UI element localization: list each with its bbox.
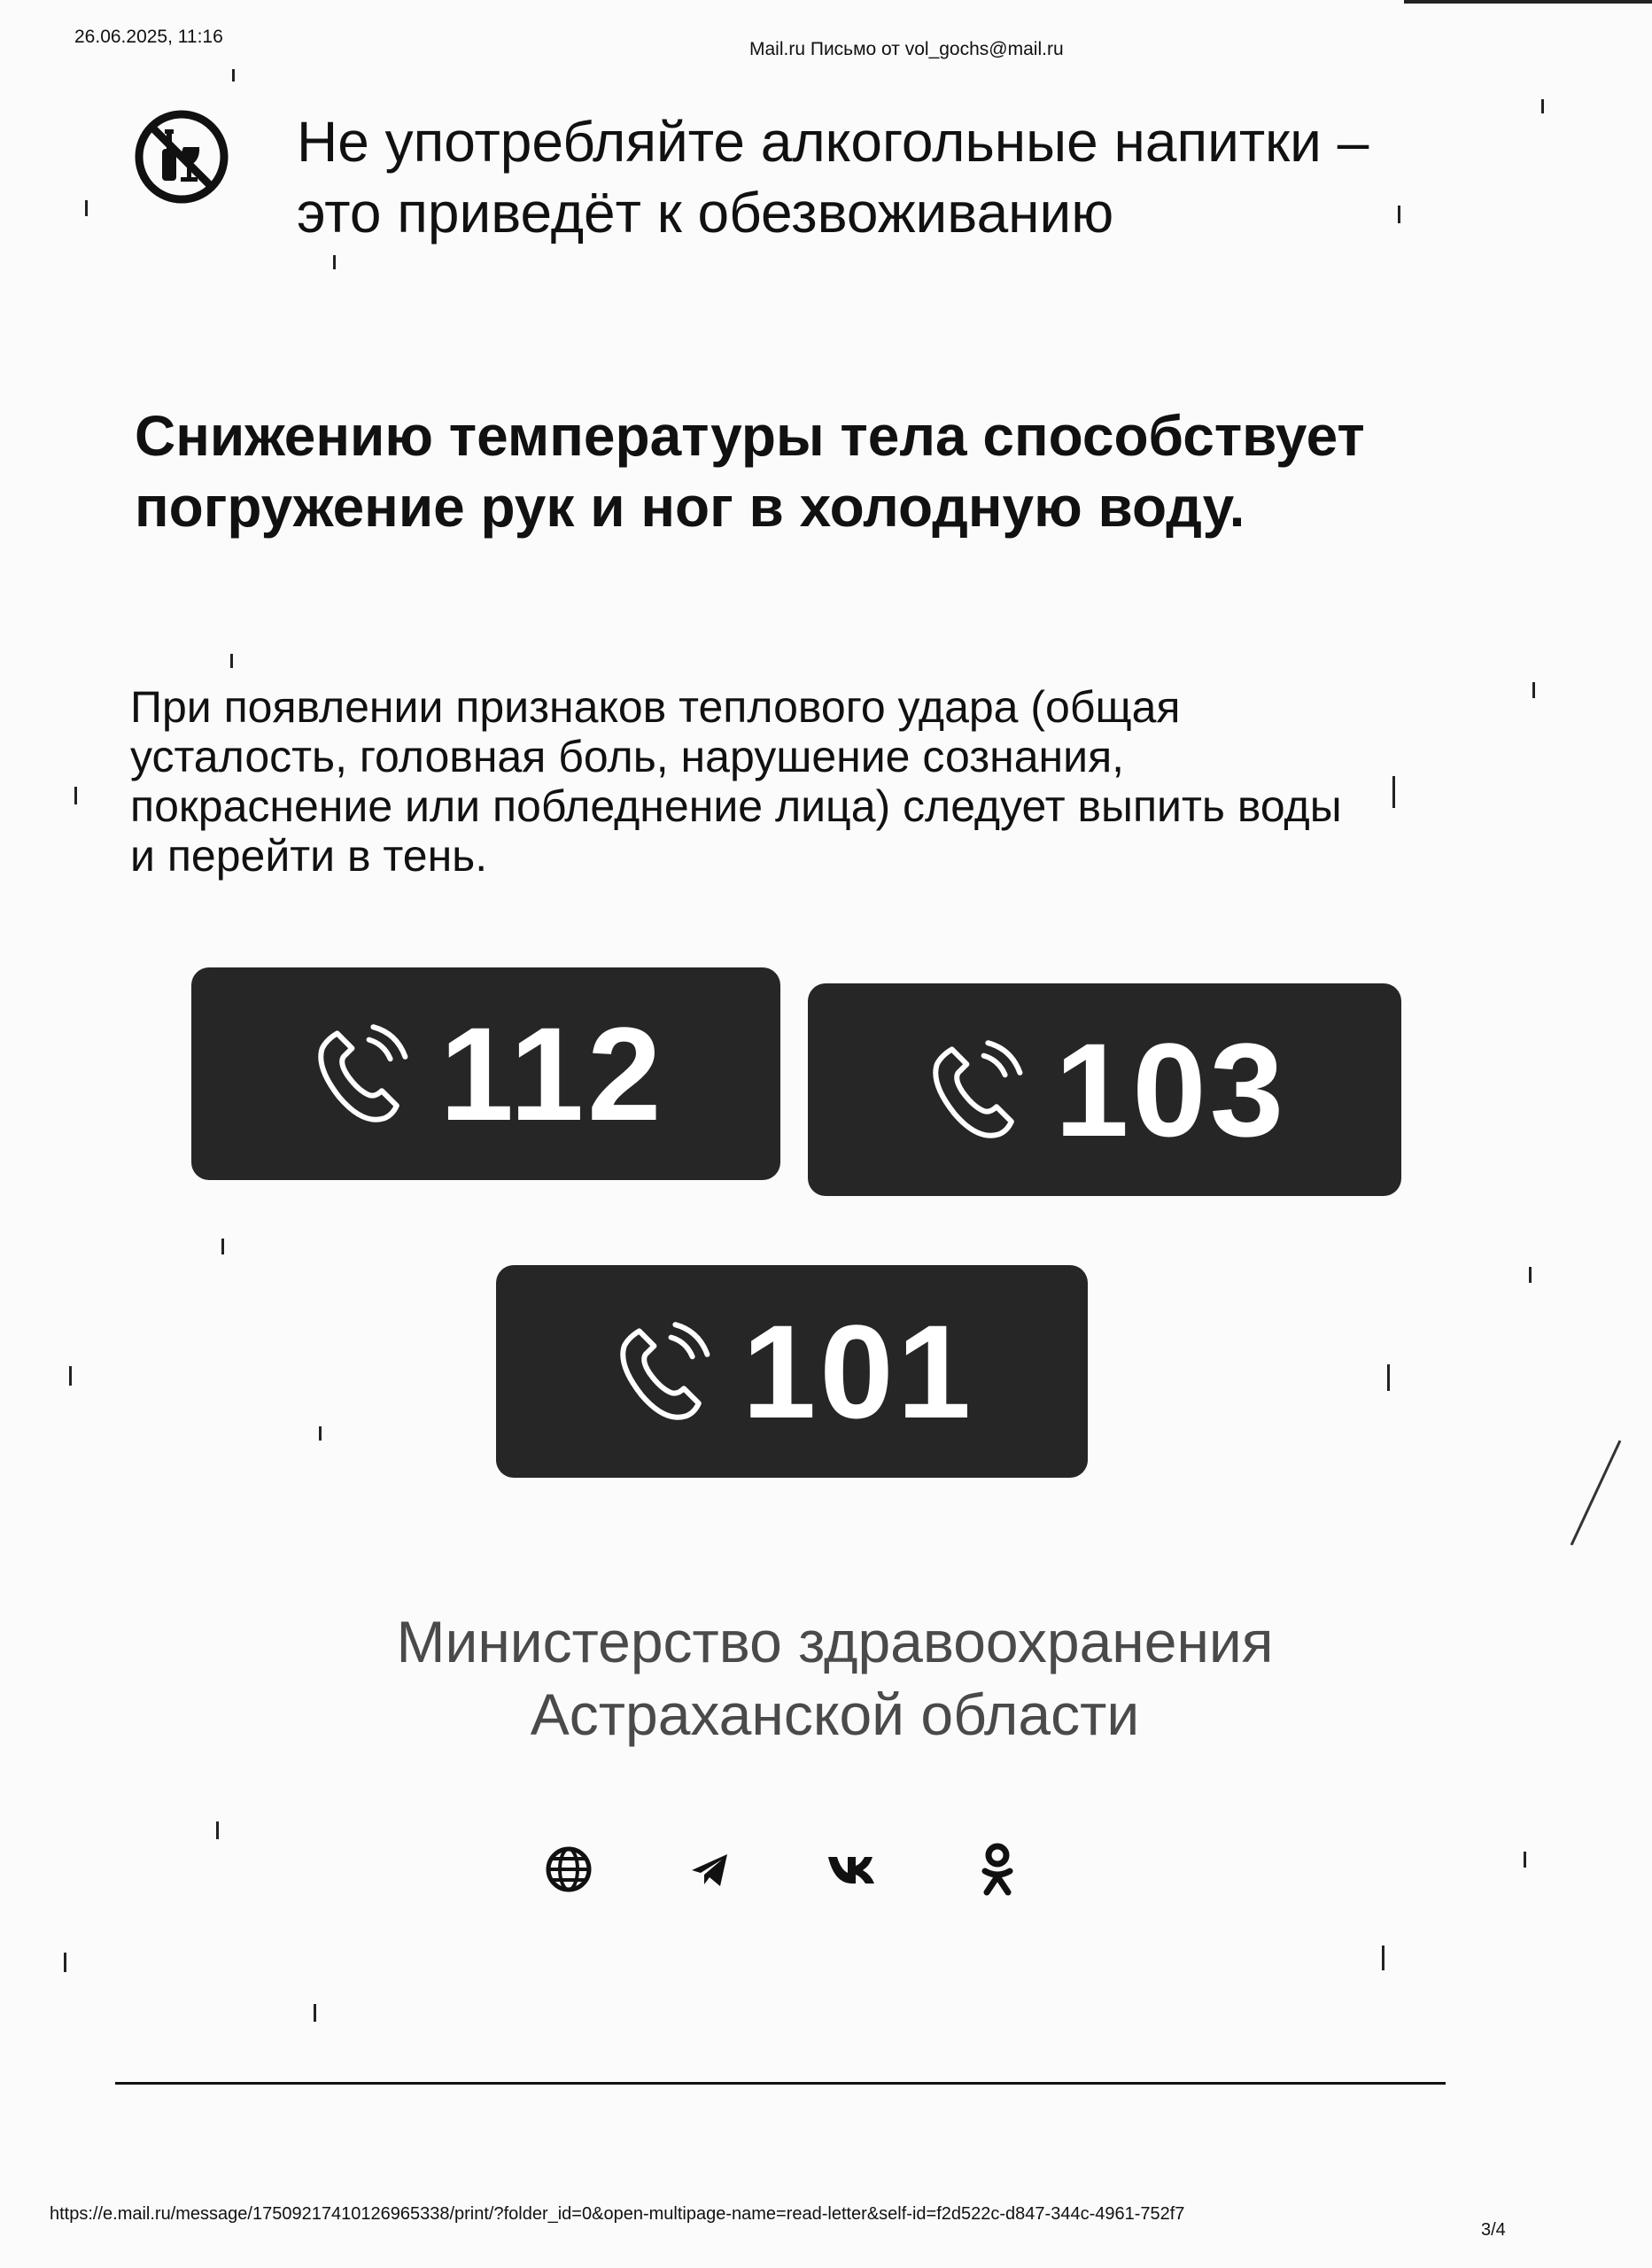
emergency-number-112 (191, 967, 780, 1180)
emergency-number-101 (496, 1265, 1088, 1478)
scan-speck (216, 1821, 219, 1839)
phone-icon (307, 1021, 414, 1127)
scan-speck (1532, 682, 1535, 698)
heading-line: Снижению температуры тела способствует (135, 404, 1365, 468)
no-alcohol-icon (133, 108, 230, 206)
odnoklassniki-icon[interactable] (971, 1843, 1024, 1896)
ministry-signature (0, 1605, 1652, 1751)
scan-speck (85, 200, 88, 216)
page-number: 3/4 (1481, 2220, 1506, 2240)
phone-number: 101 (741, 1297, 975, 1446)
vk-icon[interactable] (826, 1843, 879, 1896)
print-date: 26.06.2025, 11:16 (74, 27, 223, 47)
scan-speck (64, 1953, 66, 1972)
print-url: https://e.mail.ru/message/17509217410126965338/print/?folder_id=0&open-multipage-name=read-letter&self-id=f2d522c-d847-344c-4961-752f7 (50, 2204, 1185, 2224)
emergency-number-103 (808, 983, 1401, 1196)
scan-speck (74, 787, 77, 804)
paragraph-line: покраснение или побледнение лица) следует выпить воды (130, 781, 1342, 831)
phone-number: 103 (1054, 1015, 1288, 1164)
scan-speck (1529, 1267, 1532, 1283)
scan-artifact-line (1571, 1440, 1622, 1545)
scan-speck (1392, 776, 1395, 808)
divider (115, 2082, 1446, 2085)
scan-speck (232, 69, 235, 82)
scan-speck (69, 1366, 72, 1386)
scan-speck (221, 1239, 224, 1254)
print-title: Mail.ru Письмо от vol_gochs@mail.ru (749, 39, 1064, 59)
scan-speck (230, 654, 233, 668)
scan-speck (1387, 1364, 1390, 1391)
paragraph-line: При появлении признаков теплового удара (общая (130, 682, 1181, 732)
warning-line: Не употребляйте алкогольные напитки – (297, 110, 1369, 174)
cooling-heading (135, 400, 1365, 542)
phone-icon (609, 1318, 716, 1425)
paragraph-line: и перейти в тень. (130, 831, 488, 881)
warning-line: это приведёт к обезвоживанию (297, 181, 1114, 245)
telegram-icon[interactable] (684, 1843, 737, 1896)
ministry-line: Министерство здравоохранения (396, 1609, 1274, 1674)
scan-speck (333, 255, 336, 269)
alcohol-warning-text (297, 106, 1625, 248)
phone-number: 112 (439, 999, 665, 1148)
globe-icon[interactable] (542, 1843, 595, 1896)
paragraph-line: усталость, головная боль, нарушение сознания, (130, 732, 1125, 781)
scan-speck (1382, 1946, 1384, 1970)
scan-speck (1524, 1852, 1526, 1868)
phone-icon (922, 1037, 1028, 1143)
ministry-line: Астраханской области (530, 1682, 1140, 1747)
scan-speck (319, 1426, 322, 1441)
heatstroke-paragraph (130, 682, 1342, 881)
scan-edge-line (1404, 0, 1652, 4)
scan-speck (314, 2004, 316, 2022)
heading-line: погружение рук и ног в холодную воду. (135, 475, 1245, 539)
